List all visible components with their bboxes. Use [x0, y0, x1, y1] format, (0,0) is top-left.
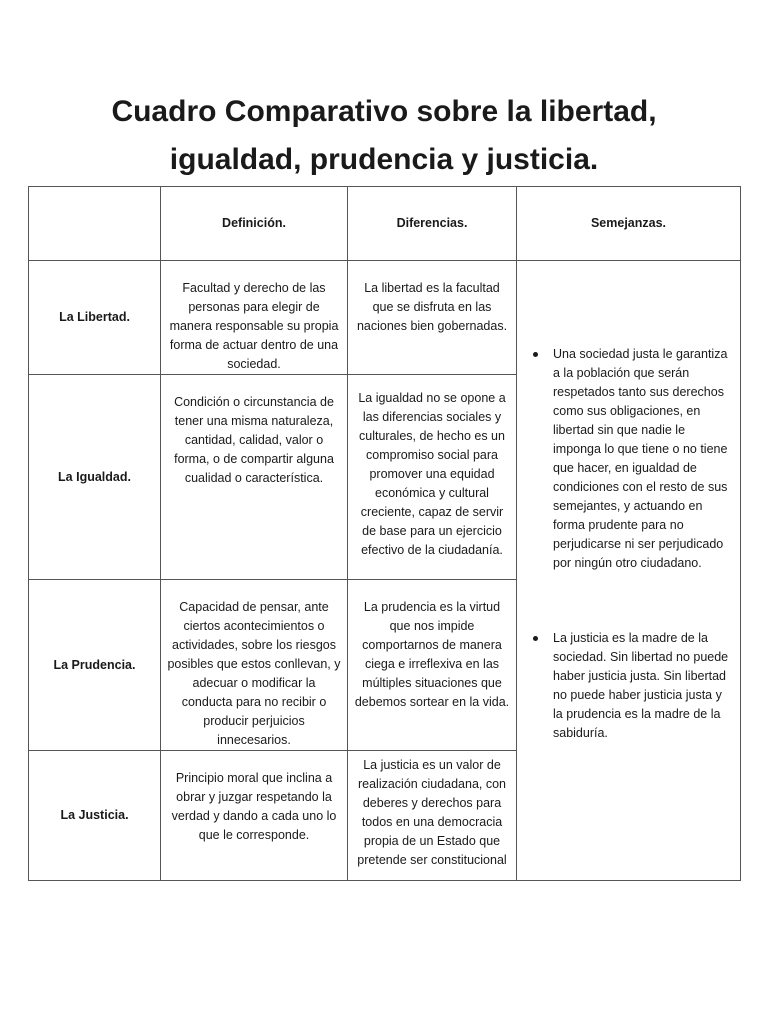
diferencias-justicia: La justicia es un valor de realización ciudadana, con deberes y derechos para todos en una democracia propia de un Estado que pretende ser constitucional: [348, 751, 517, 881]
definicion-igualdad: Condición o circunstancia de tener una misma naturaleza, cantidad, calidad, valor o forma, o de compartir alguna cualidad o característica.: [161, 375, 348, 580]
definicion-justicia: Principio moral que inclina a obrar y juzgar respetando la verdad y dando a cada uno lo que le corresponde.: [161, 751, 348, 881]
diferencias-libertad: La libertad es la facultad que se disfruta en las naciones bien gobernadas.: [348, 261, 517, 375]
header-row: [29, 187, 741, 261]
diferencias-igualdad: La igualdad no se opone a las diferencias sociales y culturales, de hecho es un compromiso social para promover una equidad económica y cultural creciente, capaz de servir de base para un ejercicio efectivo de la ciudadanía.: [348, 375, 517, 580]
row-label-libertad: La Libertad.: [29, 261, 161, 375]
row-label-justicia: La Justicia.: [29, 751, 161, 881]
header-definicion: Definición.: [161, 187, 348, 261]
page-title: [40, 88, 728, 184]
header-cell-empty: [29, 187, 161, 261]
list-item: [525, 345, 732, 573]
header-diferencias: Diferencias.: [348, 187, 517, 261]
comparison-table: [28, 186, 741, 881]
semejanzas-cell: [517, 261, 741, 881]
table-row: [29, 261, 741, 375]
bullet-icon: [533, 352, 538, 357]
header-semejanzas: Semejanzas.: [517, 187, 741, 261]
definicion-prudencia: Capacidad de pensar, ante ciertos acontecimientos o actividades, sobre los riesgos posibles que estos conllevan, y adecuar o modificar la conducta para no recibir o producir perjuicios innecesarios.: [161, 580, 348, 751]
semejanza-text-1: Una sociedad justa le garantiza a la población que serán respetados tanto sus derechos como sus obligaciones, en libertad sin que nadie le imponga lo que tiene o no tiene que hacer, en igualdad de condiciones con el resto de sus semejantes, y actuando en forma prudente para no perjudicarse ni ser perjudicado por ningún otro ciudadano.: [553, 347, 728, 570]
row-label-prudencia: La Prudencia.: [29, 580, 161, 751]
definicion-libertad: Facultad y derecho de las personas para elegir de manera responsable su propia forma de actuar dentro de una sociedad.: [161, 261, 348, 375]
title-line-2: igualdad, prudencia y justicia.: [169, 143, 599, 176]
diferencias-prudencia: La prudencia es la virtud que nos impide comportarnos de manera ciega e irreflexiva en las múltiples situaciones que debemos sortear en la vida.: [348, 580, 517, 751]
semejanza-text-2: La justicia es la madre de la sociedad. Sin libertad no puede haber justicia justa. Sin libertad no puede haber justicia justa y la prudencia es la madre de la sabiduría.: [553, 631, 729, 740]
list-item: [525, 629, 732, 743]
semejanzas-list: [525, 345, 732, 743]
title-line-1: Cuadro Comparativo sobre la libertad,: [111, 95, 657, 128]
bullet-icon: [533, 636, 538, 641]
row-label-igualdad: La Igualdad.: [29, 375, 161, 580]
